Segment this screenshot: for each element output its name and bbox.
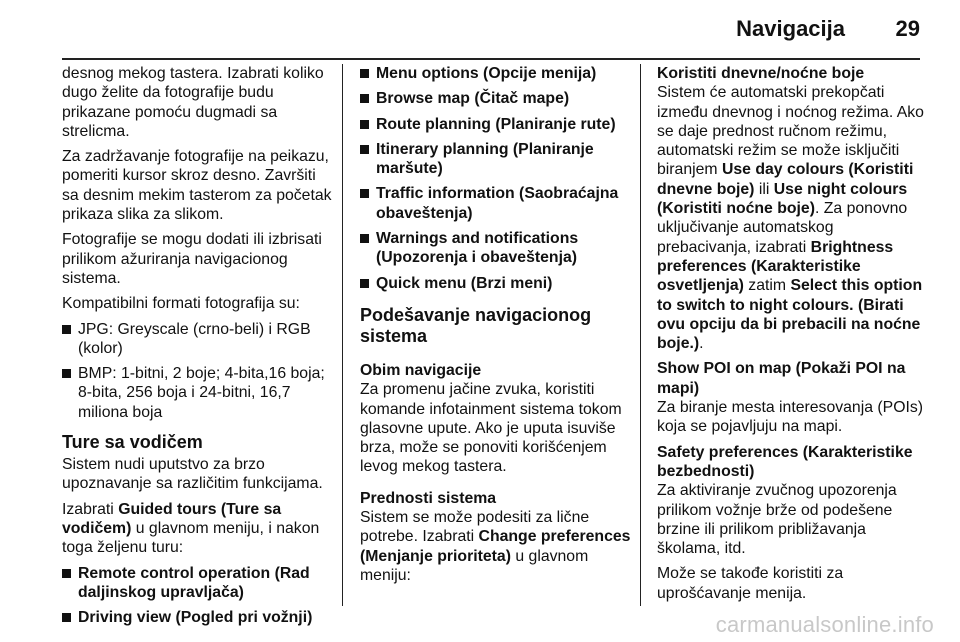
watermark: carmanualsonline.info xyxy=(715,612,934,637)
text-span: Sistem se može podesiti za lične potrebe. Izabrati xyxy=(360,509,590,546)
column-3 xyxy=(657,64,925,609)
paragraph xyxy=(657,359,925,436)
text-span: . Za ponovno uključivanje automatskog prebacivanja, izabrati xyxy=(657,200,908,256)
menu-reference: Select this option to switch to night colours. (Birati ovu opciju da bi prebacili na noćne boje.) xyxy=(657,277,923,353)
text-span: Za biranje mesta interesovanja (POIs) koja se pojavljuju na mapi. xyxy=(657,399,924,436)
subheading: Prednosti sistema xyxy=(360,489,497,507)
list-item: Traffic information (Saobraćajna obaveštenja) xyxy=(360,184,632,223)
list-item: Warnings and notifications (Upozorenja i obaveštenja) xyxy=(360,229,632,268)
list-item: Route planning (Planiranje rute) xyxy=(360,115,632,134)
header-rule xyxy=(62,58,920,60)
menu-reference: Change preferences (Menjanje prioriteta) xyxy=(360,528,631,565)
text-span: u glavnom meniju, i nakon toga željenu turu: xyxy=(62,519,320,557)
paragraph: Može se takođe koristiti za uprošćavanje menija. xyxy=(657,565,844,602)
menu-reference: Use day colours (Koristiti dnevne boje) xyxy=(657,161,914,198)
paragraph: Fotografije se mogu dodati ili izbrisati prilikom ažuriranja navigacionog sistema. xyxy=(62,231,322,287)
list-item: BMP: 1-bitni, 2 boje; 4-bita,16 boja; 8-bita, 256 boja i 24-bitni, 16,7 miliona boja xyxy=(62,364,334,422)
paragraph: Za zadržavanje fotografije na peikazu, pomeriti kursor skroz desno. Završiti sa desnim mekim tasterom za početak prikaza slika za slikom. xyxy=(62,148,332,224)
text-span: Za promenu jačine zvuka, koristiti komande infotainment sistema tokom glasovne upute. Ako je uputa isuviše brza, može se ponoviti korišćenjem levog mekog tastera. xyxy=(360,381,622,476)
subheading: Obim navigacije xyxy=(360,361,482,379)
list-item: Itinerary planning (Planiranje maršute) xyxy=(360,140,632,179)
section-heading: Ture sa vodičem xyxy=(62,432,203,453)
list-item: Quick menu (Brzi meni) xyxy=(360,274,632,293)
section-heading: Podešavanje navigacionog sistema xyxy=(360,304,592,346)
menu-reference: Use night colours (Koristiti noćne boje) xyxy=(657,180,908,218)
paragraph xyxy=(360,361,632,477)
text-span: ili xyxy=(754,180,774,198)
page-title: Navigacija xyxy=(736,16,845,41)
text-span: . xyxy=(699,335,704,353)
subheading: Safety preferences (Karakteristike bezbednosti) xyxy=(657,443,913,480)
column-divider xyxy=(640,64,641,606)
paragraph: Kompatibilni formati fotografija su: xyxy=(62,295,300,313)
menu-reference: Brightness preferences (Karakteristike osvetljenja) xyxy=(657,238,894,295)
column-1 xyxy=(62,64,334,633)
text-span: Za aktiviranje zvučnog upozorenja prilikom vožnje brže od podešene brzine ili prilikom približavanja školama, itd. xyxy=(657,482,897,558)
text-span: Izabrati xyxy=(62,500,119,518)
list-item: Driving view (Pogled pri vožnji) xyxy=(62,608,334,627)
paragraph: desnog mekog tastera. Izabrati koliko dugo želite da fotografije budu prikazane pomoću dugmadi sa strelicma. xyxy=(62,65,324,140)
paragraph xyxy=(657,64,925,353)
list-item: Remote control operation (Rad daljinskog upravljača) xyxy=(62,564,334,603)
text-span: u glavnom meniju: xyxy=(360,547,589,584)
text-span: Sistem će automatski prekopčati između dnevnog i noćnog režima. Ako se daje prednost ručnom režimu, automatski režim se može isključiti biranjem xyxy=(657,84,924,179)
subheading: Show POI on map (Pokaži POI na mapi) xyxy=(657,360,906,397)
text-span: zatim xyxy=(743,277,791,295)
column-divider xyxy=(342,64,343,606)
subheading: Koristiti dnevne/noćne boje xyxy=(657,65,865,82)
paragraph xyxy=(360,489,632,585)
paragraph xyxy=(657,443,925,559)
paragraph: Sistem nudi uputstvo za brzo upoznavanje sa različitim funkcijama. xyxy=(62,456,323,493)
paragraph xyxy=(62,500,334,558)
list-item: Menu options (Opcije menija) xyxy=(360,64,632,83)
list-item: JPG: Greyscale (crno-beli) i RGB (kolor) xyxy=(62,320,334,359)
page-number: 29 xyxy=(895,16,920,41)
column-2 xyxy=(360,64,632,591)
list-item: Browse map (Čitač mape) xyxy=(360,89,632,108)
menu-reference: Guided tours (Ture sa vodičem) xyxy=(62,500,282,537)
